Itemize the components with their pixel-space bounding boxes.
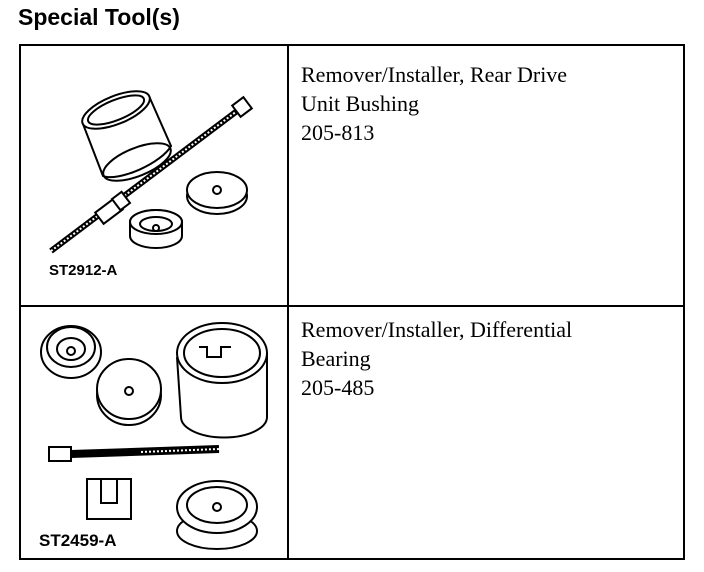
tool-name-line1: Remover/Installer, Rear Drive xyxy=(301,62,568,87)
tool-part-number: 205-813 xyxy=(301,120,375,145)
tool-name-line2: Bearing xyxy=(301,346,371,371)
tool-description-1 xyxy=(301,60,671,147)
tool-name-line2: Unit Bushing xyxy=(301,91,419,116)
tool-name-line1: Remover/Installer, Differential xyxy=(301,317,573,342)
tool-image-code: ST2912-A xyxy=(49,262,118,279)
special-tools-table xyxy=(19,44,685,560)
tool-image-code: ST2459-A xyxy=(39,531,117,550)
tool-illustration-bearing xyxy=(21,307,287,558)
column-divider xyxy=(287,46,289,558)
bearing-tool-drawing xyxy=(21,307,287,558)
tool-part-number: 205-485 xyxy=(301,375,375,400)
tool-illustration-bushing xyxy=(21,46,287,305)
page-title: Special Tool(s) xyxy=(18,4,180,30)
tool-description-2 xyxy=(301,315,671,402)
